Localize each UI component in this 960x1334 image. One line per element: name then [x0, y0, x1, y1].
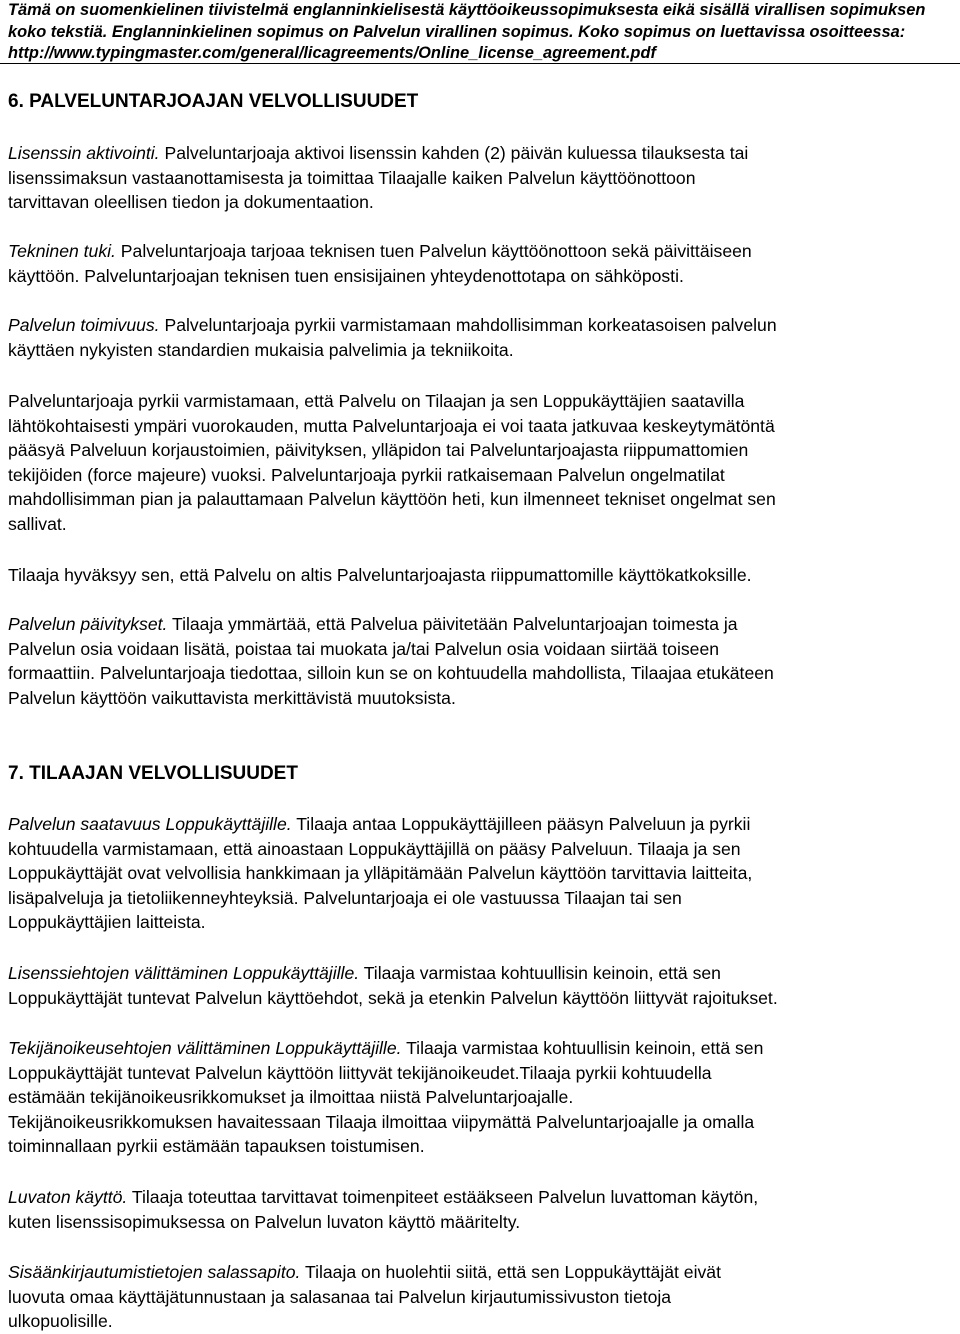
paragraph-line: pääsyä Palveluun korjaustoimien, päivityksen, ylläpidon tai Palveluntarjoajasta riippumattomien [8, 440, 749, 461]
paragraph-lead: Lisenssiehtojen välittäminen Loppukäyttäjille. [8, 963, 360, 983]
paragraph-copyright-terms [8, 1036, 952, 1159]
paragraph-line: Palvelun käyttöön vaikuttavista merkittävistä muutoksista. [8, 687, 456, 708]
paragraph-line: Tilaaja on huolehtii siitä, että sen Loppukäyttäjät eivät [300, 1262, 721, 1282]
paragraph-line: Tilaaja varmistaa kohtuullisin keinoin, että sen [401, 1038, 764, 1058]
paragraph-license-terms [8, 961, 952, 1010]
paragraph-line: Tilaaja toteuttaa tarvittavat toimenpiteet estääkseen Palvelun luvattoman käytön, [127, 1187, 759, 1207]
paragraph-line: Palveluntarjoaja pyrkii varmistamaan, että Palvelu on Tilaajan ja sen Loppukäyttäjien saatavilla [8, 391, 745, 411]
paragraph-line: lähtökohtaisesti ympäri vuorokauden, mutta Palveluntarjoaja ei voi taata jatkuvaa keskeytymätöntä [8, 415, 775, 436]
paragraph-line: Palveluntarjoaja aktivoi lisenssin kahden (2) päivän kuluessa tilauksesta tai [159, 143, 749, 163]
paragraph-line: Loppukäyttäjien laitteista. [8, 912, 206, 933]
paragraph-lead: Palvelun toimivuus. [8, 315, 160, 335]
paragraph-unauthorized-use [8, 1185, 952, 1234]
paragraph-line: tekijöiden (force majeure) vuoksi. Palveluntarjoaja pyrkii ratkaisemaan Palvelun ongelmatilat [8, 464, 725, 485]
paragraph-line: Tilaaja varmistaa kohtuullisin keinoin, että sen [359, 963, 721, 983]
header-line: koko tekstiä. Englanninkielinen sopimus on Palvelun virallinen sopimus. Koko sopimus on luettavissa osoitteessa: [8, 22, 906, 41]
paragraph-license-activation [8, 141, 952, 215]
paragraph-lead: Luvaton käyttö. [8, 1187, 128, 1207]
paragraph-line: Palveluntarjoaja pyrkii varmistamaan mahdollisimman korkeatasoisen palvelun [159, 315, 777, 335]
section-7-heading: 7. TILAAJAN VELVOLLISUUDET [8, 763, 298, 784]
paragraph-line: käyttöön. Palveluntarjoajan teknisen tuen ensisijainen yhteydenottotapa on sähköposti. [8, 265, 684, 286]
paragraph-line: Loppukäyttäjät ovat velvollisia hankkimaan ja ylläpitämään Palvelun käyttöön tarvittavia laitteita, [8, 863, 753, 884]
paragraph-line: Tilaaja hyväksyy sen, että Palvelu on altis Palveluntarjoajasta riippumattomille käyttökatkoksille. [8, 565, 752, 585]
paragraph-login-confidentiality [8, 1260, 952, 1334]
document-header-notice [8, 0, 952, 65]
paragraph-line: ulkopuolisille. [8, 1311, 113, 1332]
paragraph-line: Tilaaja ymmärtää, että Palvelua päivitetään Palveluntarjoajan toimesta ja [167, 614, 738, 634]
paragraph-line: tarvittavan oleellisen tiedon ja dokumentaation. [8, 192, 374, 213]
paragraph-line: kohtuudella varmistamaan, että ainoastaan Loppukäyttäjillä on pääsy Palveluun. Tilaaja ja sen [8, 838, 741, 859]
paragraph-end-user-availability [8, 812, 952, 935]
header-link-line[interactable]: http://www.typingmaster.com/general/licagreements/Online_license_agreement.pdf [8, 44, 656, 62]
paragraph-lead: Palvelun saatavuus Loppukäyttäjille. [8, 814, 292, 834]
paragraph-line: käyttäen nykyisten standardien mukaisia palvelimia ja tekniikoita. [8, 339, 514, 360]
paragraph-lead: Palvelun päivitykset. [8, 614, 168, 634]
paragraph-lead: Sisäänkirjautumistietojen salassapito. [8, 1262, 301, 1282]
paragraph-lead: Tekijänoikeusehtojen välittäminen Loppukäyttäjille. [8, 1038, 402, 1058]
paragraph-service-updates [8, 612, 952, 710]
section-6-heading: 6. PALVELUNTARJOAJAN VELVOLLISUUDET [8, 91, 419, 112]
paragraph-service-operation [8, 313, 952, 362]
paragraph-outages [8, 563, 952, 588]
paragraph-line: Loppukäyttäjät tuntevat Palvelun käyttöehdot, sekä ja etenkin Palvelun käyttöön liittyvät rajoitukset. [8, 987, 778, 1008]
paragraph-lead: Lisenssin aktivointi. [8, 143, 160, 163]
paragraph-line: Tilaaja antaa Loppukäyttäjilleen pääsyn Palveluun ja pyrkii [291, 814, 751, 834]
paragraph-line: formaattiin. Palveluntarjoaja tiedottaa, silloin kun se on kohtuudella mahdollista, Tilaajaa etukäteen [8, 663, 774, 684]
paragraph-line: Palvelun osia voidaan lisätä, poistaa tai muokata ja/tai Palvelun osia voidaan siirtää toiseen [8, 638, 720, 659]
paragraph-availability [8, 389, 952, 537]
paragraph-technical-support [8, 239, 952, 288]
paragraph-line: lisäpalveluja ja tietoliikenneyhteyksiä. Palveluntarjoaja ei ole vastuussa Tilaajan tai sen [8, 887, 682, 908]
paragraph-line: Loppukäyttäjät tuntevat Palvelun käyttöön liittyvät tekijänoikeudet.Tilaaja pyrkii kohtuudella [8, 1062, 712, 1083]
paragraph-line: sallivat. [8, 513, 67, 534]
header-line: Tämä on suomenkielinen tiivistelmä englanninkielisestä käyttöoikeussopimuksesta eikä sisällä virallisen sopimuksen [8, 1, 926, 19]
paragraph-lead: Tekninen tuki. [8, 241, 116, 261]
paragraph-line: lisenssimaksun vastaanottamisesta ja toimittaa Tilaajalle kaiken Palvelun käyttöönottoon [8, 167, 696, 188]
paragraph-line: toiminnallaan pyrkii estämään tapauksen toistumisen. [8, 1136, 425, 1157]
paragraph-line: Tekijänoikeusrikkomuksen havaitessaan Tilaaja ilmoittaa viipymättä Palveluntarjoajalle ja omalla [8, 1111, 755, 1132]
paragraph-line: luovuta omaa käyttäjätunnustaan ja salasanaa tai Palvelun kirjautumissivuston tietoja [8, 1286, 672, 1307]
paragraph-line: estämään tekijänoikeusrikkomukset ja ilmoittaa niistä Palveluntarjoajalle. [8, 1087, 574, 1108]
paragraph-line: Palveluntarjoaja tarjoaa teknisen tuen Palvelun käyttöönottoon sekä päivittäiseen [115, 241, 752, 261]
paragraph-line: mahdollisimman pian ja palauttamaan Palvelun käyttöön heti, kun ilmenneet tekniset ongelmat sen [8, 489, 776, 510]
paragraph-line: kuten lisenssisopimuksessa on Palvelun luvaton käyttö määritelty. [8, 1211, 521, 1232]
header-divider [0, 63, 960, 64]
